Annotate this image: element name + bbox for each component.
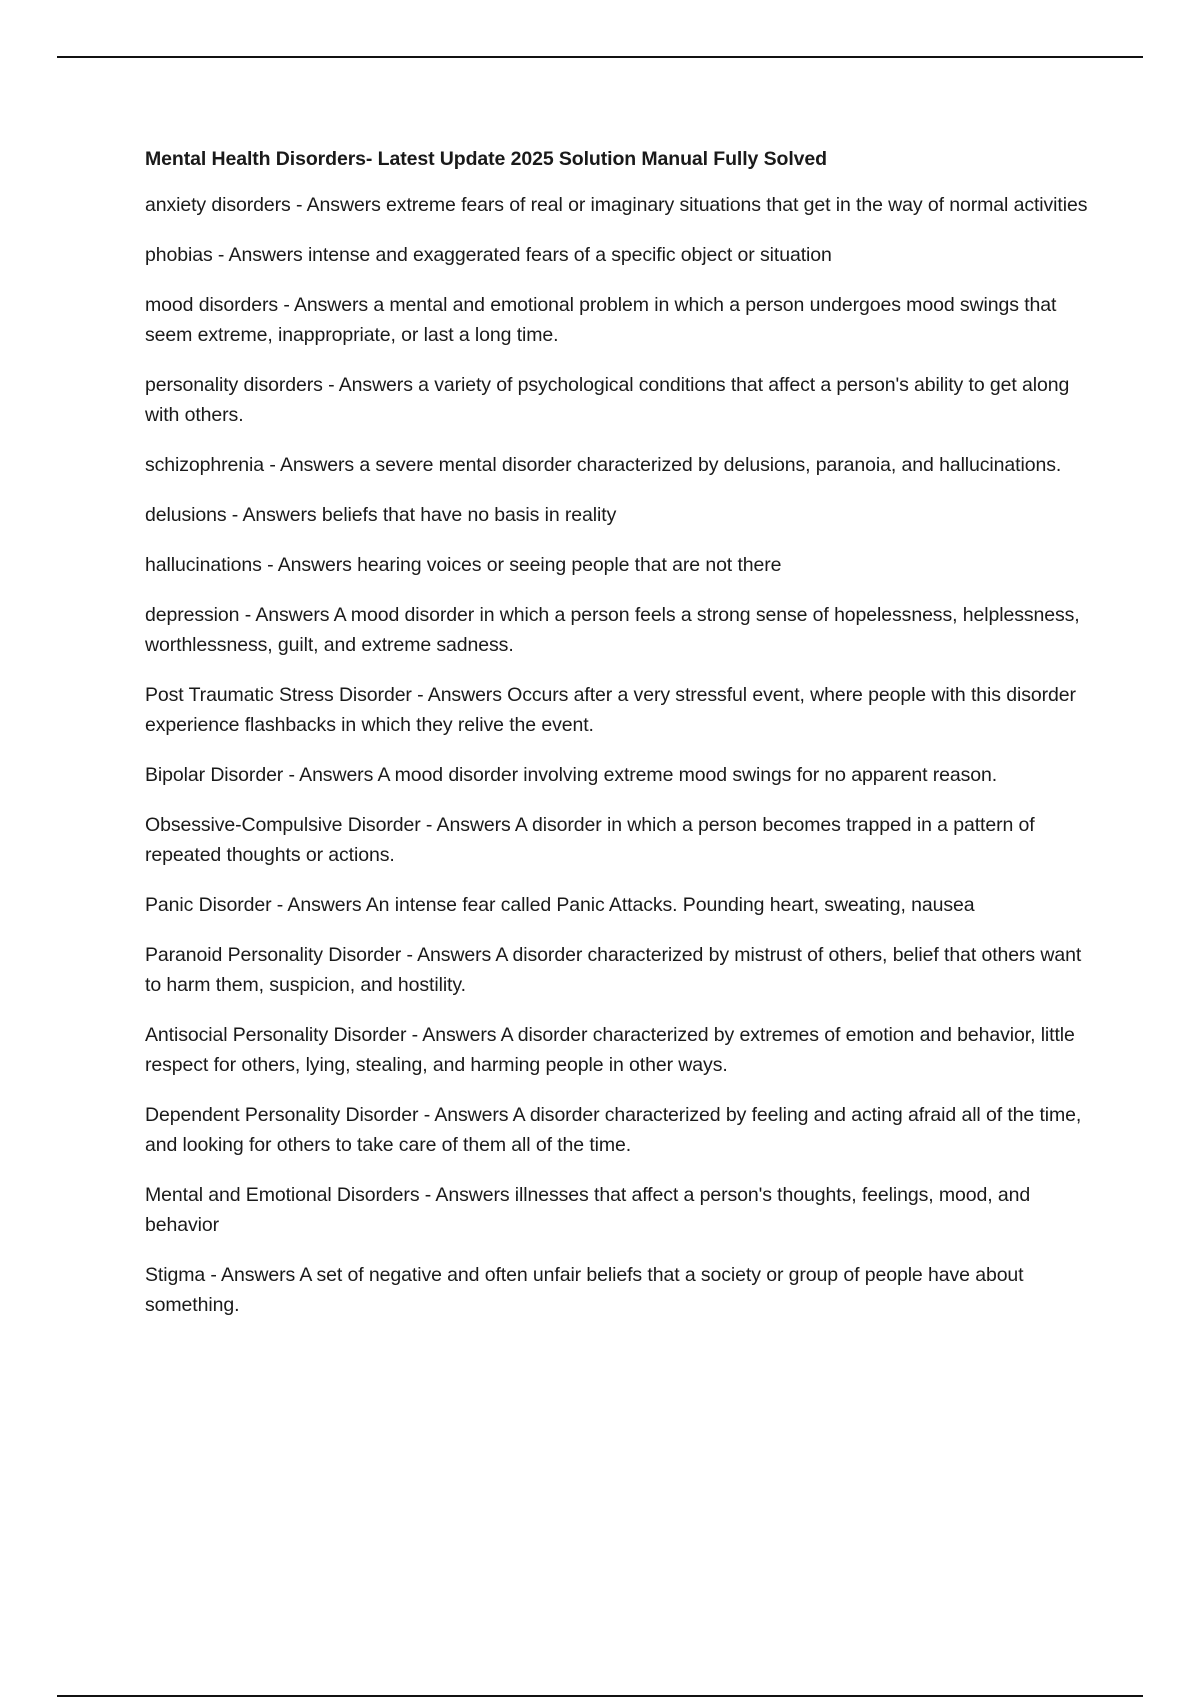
document-title: Mental Health Disorders- Latest Update 2025 Solution Manual Fully Solved: [145, 148, 827, 170]
entry-personality-disorders: personality disorders - Answers a variety of psychological conditions that affect a person's ability to get along with others.: [145, 374, 1070, 426]
entry-ptsd: Post Traumatic Stress Disorder - Answers Occurs after a very stressful event, where people with this disorder experience flashbacks in which they relive the event.: [145, 684, 1076, 736]
entry-mood-disorders: mood disorders - Answers a mental and emotional problem in which a person undergoes mood swings that seem extreme, inappropriate, or last a long time.: [145, 294, 1057, 346]
entry-schizophrenia: schizophrenia - Answers a severe mental disorder characterized by delusions, paranoia, and hallucinations.: [145, 454, 1062, 476]
entry-stigma: Stigma - Answers A set of negative and often unfair beliefs that a society or group of people have about something.: [145, 1264, 1024, 1316]
entry-phobias: phobias - Answers intense and exaggerated fears of a specific object or situation: [145, 244, 832, 266]
entry-dependent-personality-disorder: Dependent Personality Disorder - Answers A disorder characterized by feeling and acting afraid all of the time, and looking for others to take care of them all of the time.: [145, 1104, 1082, 1156]
document-body: [145, 144, 1095, 1340]
footer-rule: [57, 1695, 1143, 1697]
entry-ocd: Obsessive-Compulsive Disorder - Answers A disorder in which a person becomes trapped in a pattern of repeated thoughts or actions.: [145, 814, 1035, 866]
entry-delusions: delusions - Answers beliefs that have no basis in reality: [145, 504, 617, 526]
entry-bipolar-disorder: Bipolar Disorder - Answers A mood disorder involving extreme mood swings for no apparent reason.: [145, 764, 998, 786]
entry-hallucinations: hallucinations - Answers hearing voices or seeing people that are not there: [145, 554, 782, 576]
entry-antisocial-personality-disorder: Antisocial Personality Disorder - Answers A disorder characterized by extremes of emotion and behavior, little respect for others, lying, stealing, and harming people in other ways.: [145, 1024, 1075, 1076]
entry-depression: depression - Answers A mood disorder in which a person feels a strong sense of hopelessness, helplessness, worthlessness, guilt, and extreme sadness.: [145, 604, 1080, 656]
entry-panic-disorder: Panic Disorder - Answers An intense fear called Panic Attacks. Pounding heart, sweating, nausea: [145, 894, 975, 916]
entry-mental-emotional-disorders: Mental and Emotional Disorders - Answers illnesses that affect a person's thoughts, feelings, mood, and behavior: [145, 1184, 1031, 1236]
entry-list: [145, 190, 1095, 1320]
header-rule: [57, 56, 1143, 58]
entry-paranoid-personality-disorder: Paranoid Personality Disorder - Answers A disorder characterized by mistrust of others, belief that others want to harm them, suspicion, and hostility.: [145, 944, 1082, 996]
entry-anxiety-disorders: anxiety disorders - Answers extreme fears of real or imaginary situations that get in the way of normal activities: [145, 194, 1088, 216]
